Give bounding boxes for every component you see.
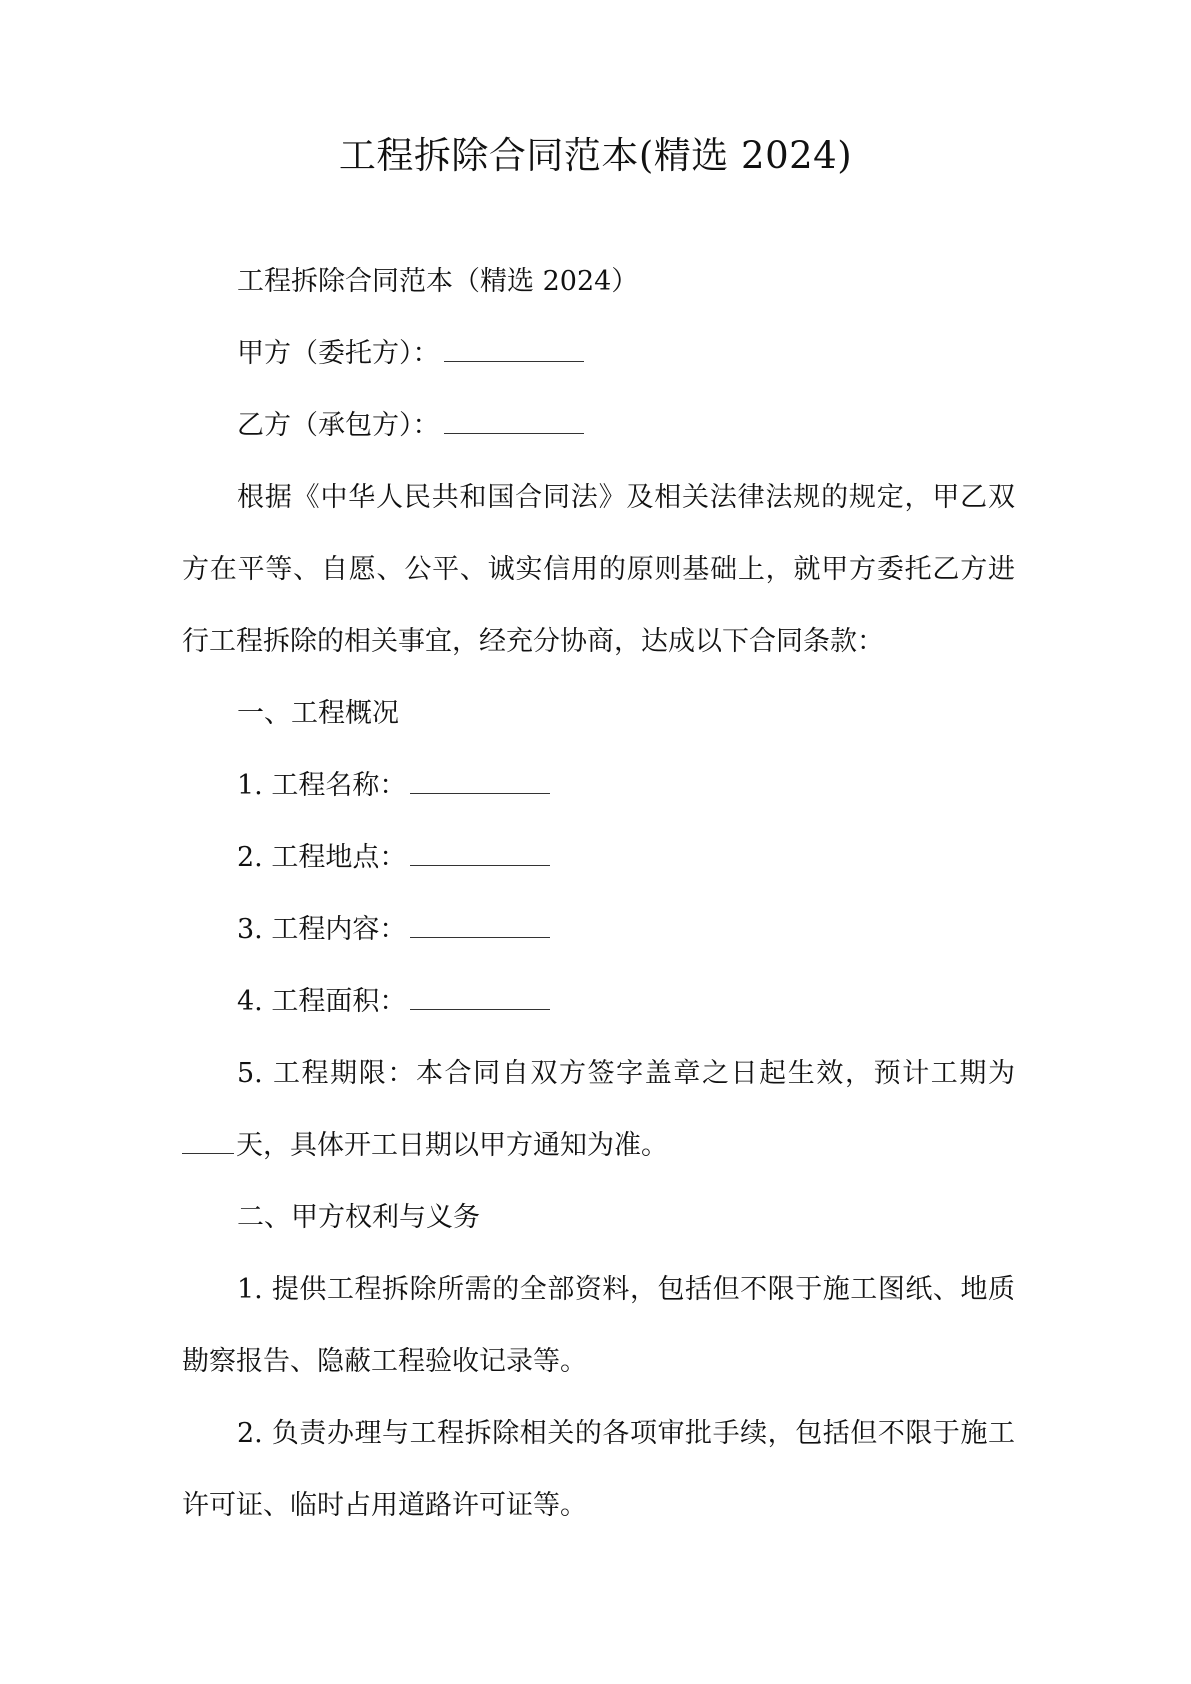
project-period-text-end: 天，具体开工日期以甲方通知为准。: [236, 1130, 668, 1161]
section1-item3: [182, 894, 1015, 966]
project-content-label: 3. 工程内容：: [237, 914, 407, 945]
party-b-line: [182, 390, 1015, 462]
section1-item1: [182, 750, 1015, 822]
project-days-blank: [182, 1129, 234, 1154]
preamble-paragraph: 根据《中华人民共和国合同法》及相关法律法规的规定，甲乙双方在平等、自愿、公平、诚实信用的原则基础上，就甲方委托乙方进行工程拆除的相关事宜，经充分协商，达成以下合同条款：: [182, 482, 1015, 657]
project-name-label: 1. 工程名称：: [237, 770, 407, 801]
section1-heading: 一、工程概况: [237, 698, 399, 729]
section1-item2: [182, 822, 1015, 894]
document-title: 工程拆除合同范本(精选 2024): [338, 134, 853, 177]
section2-item1: 1. 提供工程拆除所需的全部资料，包括但不限于施工图纸、地质勘察报告、隐蔽工程验收记录等。: [182, 1274, 1015, 1377]
party-b-label: 乙方（承包方）：: [237, 410, 440, 441]
section2-item2: 2. 负责办理与工程拆除相关的各项审批手续，包括但不限于施工许可证、临时占用道路许可证等。: [182, 1418, 1015, 1521]
project-content-blank: [410, 913, 550, 938]
section1-item4: [182, 966, 1015, 1038]
project-period-text: 5. 工程期限：本合同自双方签字盖章之日起生效，预计工期为: [237, 1058, 1015, 1089]
section1-item5: [182, 1038, 1015, 1182]
project-area-blank: [410, 985, 550, 1010]
document-body: [182, 246, 1015, 1542]
project-area-label: 4. 工程面积：: [237, 986, 407, 1017]
party-a-blank: [444, 337, 584, 362]
section2-heading: 二、甲方权利与义务: [237, 1202, 480, 1233]
project-location-label: 2. 工程地点：: [237, 842, 407, 873]
party-a-label: 甲方（委托方）：: [237, 338, 440, 369]
project-location-blank: [410, 841, 550, 866]
document-subtitle: 工程拆除合同范本（精选 2024）: [237, 266, 639, 297]
party-b-blank: [444, 409, 584, 434]
project-name-blank: [410, 769, 550, 794]
party-a-line: [182, 318, 1015, 390]
